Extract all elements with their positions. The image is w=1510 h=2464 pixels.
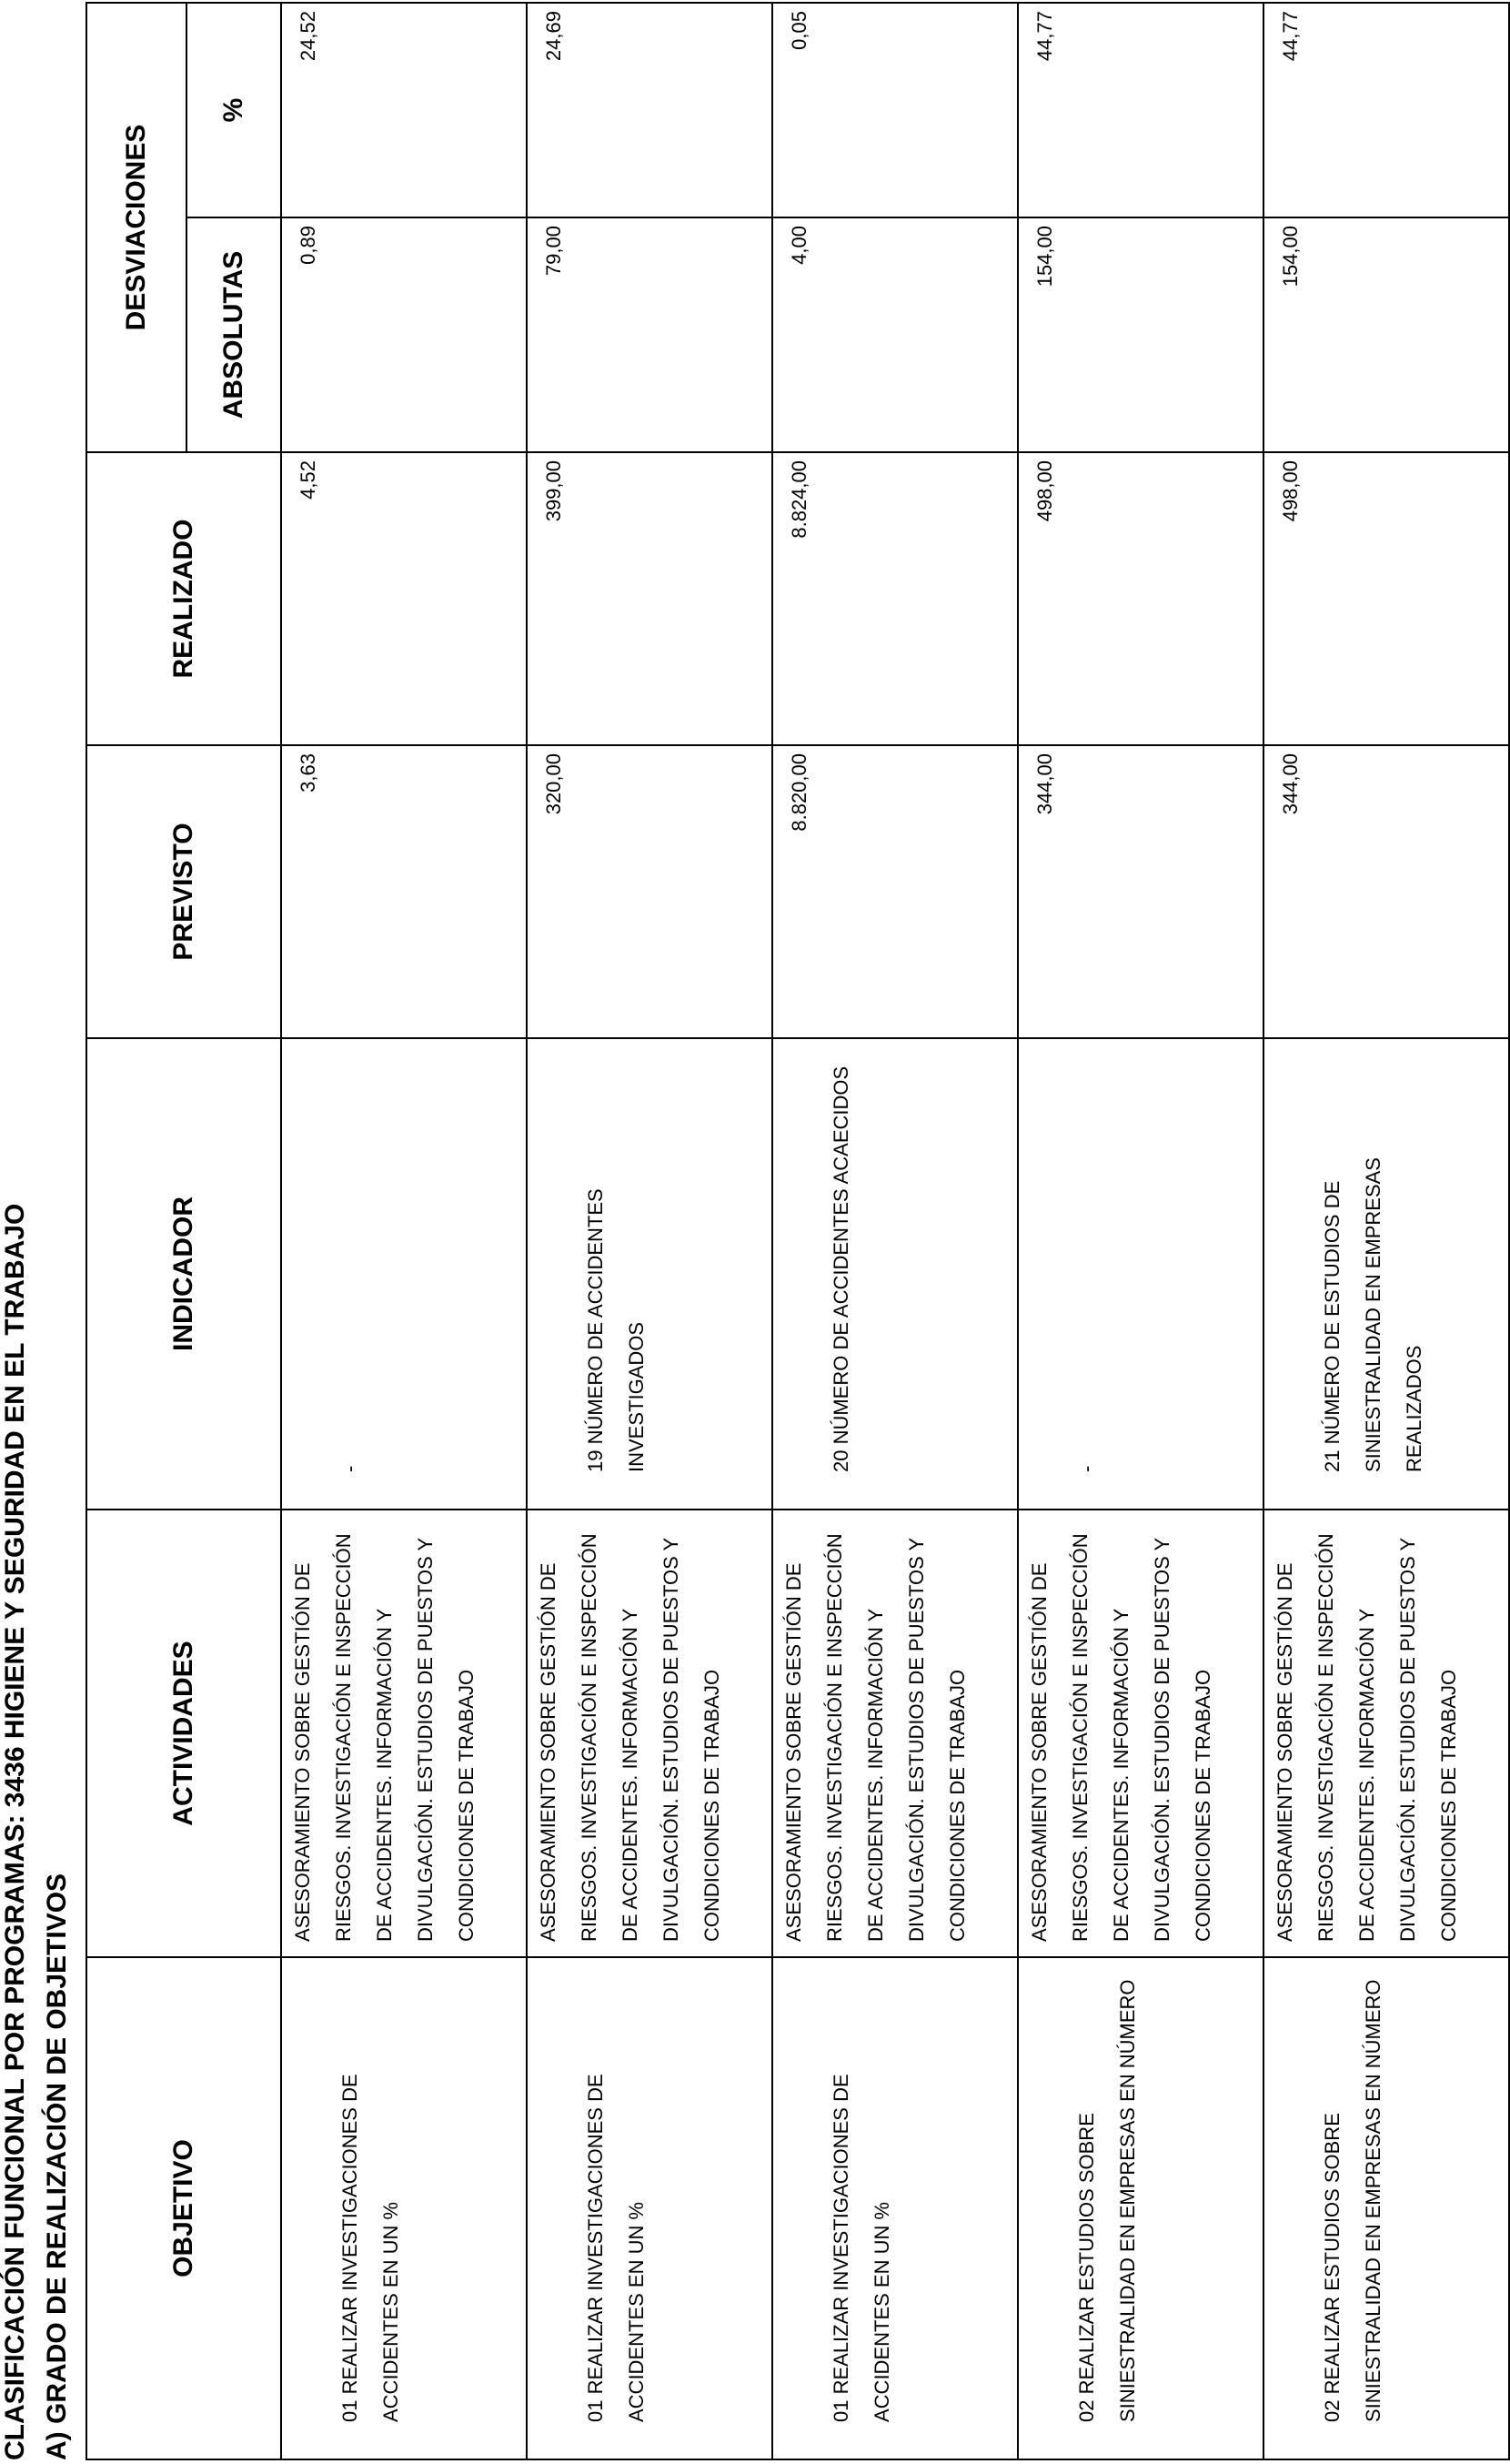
header-desviaciones: DESVIACIONES <box>86 3 186 452</box>
cell-absolutas <box>772 217 1018 452</box>
cell-actividades <box>1263 1510 1509 1957</box>
cell-realizado <box>772 452 1018 745</box>
realizado-value: 498,00 <box>1033 460 1056 522</box>
cell-realizado <box>1018 452 1263 745</box>
cell-porcentaje <box>527 3 772 217</box>
objetivo-text: 01 REALIZAR INVESTIGACIONES DE ACCIDENTES EN UN % <box>338 2074 402 2422</box>
header-porcentaje: % <box>186 3 281 217</box>
realizado-value: 4,52 <box>297 460 319 500</box>
porcentaje-value: 24,52 <box>297 11 319 62</box>
header-indicador: INDICADOR <box>86 1038 281 1510</box>
realizado-value: 8.824,00 <box>788 460 810 539</box>
absolutas-value: 0,89 <box>297 226 319 265</box>
table-row <box>1263 3 1509 2459</box>
porcentaje-value: 44,77 <box>1033 11 1056 62</box>
cell-objetivo <box>772 1957 1018 2459</box>
section-subtitle: A) GRADO DE REALIZACIÓN DE OBJETIVOS <box>42 1873 72 2460</box>
table-row <box>527 3 772 2459</box>
actividades-text: ASESORAMIENTO SOBRE GESTIÓN DE RIESGOS. INVESTIGACIÓN E INSPECCIÓN DE ACCIDENTES. INFORMACIÓN Y DIVULGACIÓN. ESTUDIOS DE PUESTOS Y CONDICIONES DE TRABAJO <box>1028 1533 1214 1942</box>
document-title: CLASIFICACIÓN FUNCIONAL POR PROGRAMAS: 3436 HIGIENE Y SEGURIDAD EN EL TRABAJO <box>0 1203 30 2460</box>
cell-porcentaje <box>1263 3 1509 217</box>
absolutas-value: 4,00 <box>788 226 810 265</box>
cell-previsto <box>281 745 527 1038</box>
cell-realizado <box>281 452 527 745</box>
indicador-text: 19 NÚMERO DE ACCIDENTES INVESTIGADOS <box>584 1188 648 1472</box>
cell-realizado <box>1263 452 1509 745</box>
cell-absolutas <box>281 217 527 452</box>
objetivo-text: 01 REALIZAR INVESTIGACIONES DE ACCIDENTES EN UN % <box>584 2074 648 2422</box>
cell-indicador <box>281 1038 527 1510</box>
cell-absolutas <box>1018 217 1263 452</box>
header-objetivo: OBJETIVO <box>86 1957 281 2459</box>
indicador-text: - <box>338 1465 361 1472</box>
objetivo-text: 01 REALIZAR INVESTIGACIONES DE ACCIDENTES EN UN % <box>830 2074 893 2422</box>
cell-objetivo <box>527 1957 772 2459</box>
porcentaje-value: 0,05 <box>788 11 810 50</box>
cell-objetivo <box>281 1957 527 2459</box>
cell-actividades <box>772 1510 1018 1957</box>
indicador-text: - <box>1075 1465 1098 1472</box>
previsto-value: 344,00 <box>1279 753 1302 815</box>
previsto-value: 3,63 <box>297 753 319 793</box>
realizado-value: 399,00 <box>542 460 565 522</box>
cell-objetivo <box>1263 1957 1509 2459</box>
cell-objetivo <box>1018 1957 1263 2459</box>
header-realizado: REALIZADO <box>86 452 281 745</box>
cell-previsto <box>1263 745 1509 1038</box>
previsto-value: 320,00 <box>542 753 565 815</box>
cell-previsto <box>527 745 772 1038</box>
cell-absolutas <box>1263 217 1509 452</box>
cell-previsto <box>772 745 1018 1038</box>
porcentaje-value: 24,69 <box>542 11 565 62</box>
indicador-text: 21 NÚMERO DE ESTUDIOS DE SINIESTRALIDAD EN EMPRESAS REALIZADOS <box>1321 1157 1425 1472</box>
cell-indicador <box>1263 1038 1509 1510</box>
cell-porcentaje <box>1018 3 1263 217</box>
objectives-table <box>86 2 1510 2460</box>
cell-actividades <box>527 1510 772 1957</box>
header-previsto: PREVISTO <box>86 745 281 1038</box>
previsto-value: 8.820,00 <box>788 753 810 832</box>
header-absolutas: ABSOLUTAS <box>186 217 281 452</box>
realizado-value: 498,00 <box>1279 460 1302 522</box>
objetivo-text: 02 REALIZAR ESTUDIOS SOBRE SINIESTRALIDAD EN EMPRESAS EN NÚMERO <box>1075 1979 1139 2422</box>
cell-porcentaje <box>772 3 1018 217</box>
cell-realizado <box>527 452 772 745</box>
cell-porcentaje <box>281 3 527 217</box>
porcentaje-value: 44,77 <box>1279 11 1302 62</box>
cell-indicador <box>772 1038 1018 1510</box>
objetivo-text: 02 REALIZAR ESTUDIOS SOBRE SINIESTRALIDAD EN EMPRESAS EN NÚMERO <box>1321 1979 1384 2422</box>
absolutas-value: 154,00 <box>1279 226 1302 288</box>
cell-absolutas <box>527 217 772 452</box>
actividades-text: ASESORAMIENTO SOBRE GESTIÓN DE RIESGOS. INVESTIGACIÓN E INSPECCIÓN DE ACCIDENTES. INFORMACIÓN Y DIVULGACIÓN. ESTUDIOS DE PUESTOS Y CONDICIONES DE TRABAJO <box>537 1533 723 1942</box>
absolutas-value: 79,00 <box>542 226 565 277</box>
cell-actividades <box>281 1510 527 1957</box>
table-row <box>281 3 527 2459</box>
cell-actividades <box>1018 1510 1263 1957</box>
header-actividades: ACTIVIDADES <box>86 1510 281 1957</box>
actividades-text: ASESORAMIENTO SOBRE GESTIÓN DE RIESGOS. INVESTIGACIÓN E INSPECCIÓN DE ACCIDENTES. INFORMACIÓN Y DIVULGACIÓN. ESTUDIOS DE PUESTOS Y CONDICIONES DE TRABAJO <box>782 1533 969 1942</box>
indicador-text: 20 NÚMERO DE ACCIDENTES ACAECIDOS <box>830 1065 852 1472</box>
previsto-value: 344,00 <box>1033 753 1056 815</box>
cell-indicador <box>1018 1038 1263 1510</box>
table-row <box>772 3 1018 2459</box>
cell-previsto <box>1018 745 1263 1038</box>
absolutas-value: 154,00 <box>1033 226 1056 288</box>
table-row <box>1018 3 1263 2459</box>
cell-indicador <box>527 1038 772 1510</box>
actividades-text: ASESORAMIENTO SOBRE GESTIÓN DE RIESGOS. INVESTIGACIÓN E INSPECCIÓN DE ACCIDENTES. INFORMACIÓN Y DIVULGACIÓN. ESTUDIOS DE PUESTOS Y CONDICIONES DE TRABAJO <box>1273 1533 1460 1942</box>
actividades-text: ASESORAMIENTO SOBRE GESTIÓN DE RIESGOS. INVESTIGACIÓN E INSPECCIÓN DE ACCIDENTES. INFORMACIÓN Y DIVULGACIÓN. ESTUDIOS DE PUESTOS Y CONDICIONES DE TRABAJO <box>291 1533 478 1942</box>
